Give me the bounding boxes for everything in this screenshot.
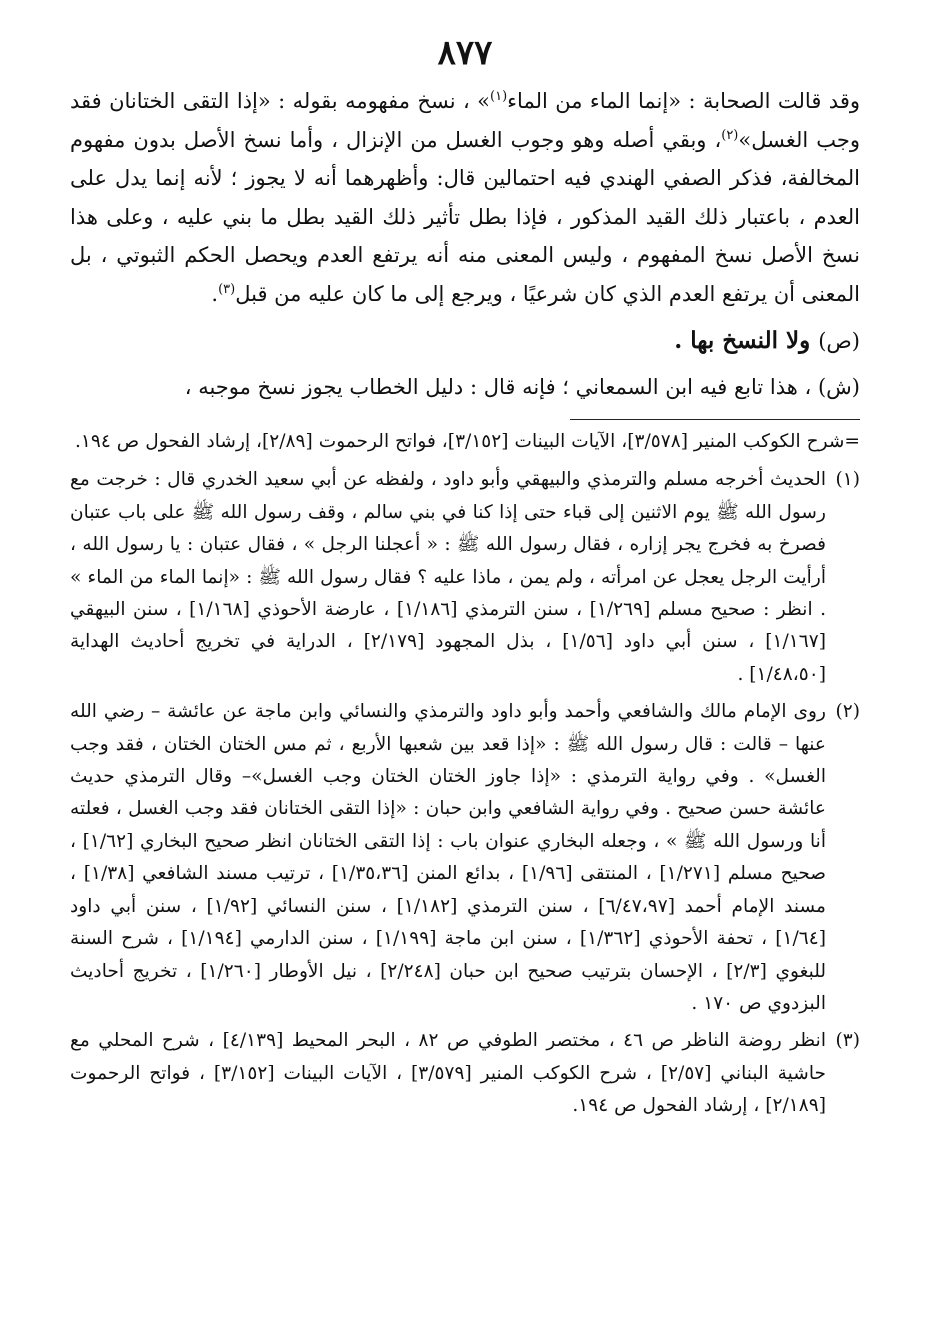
footnote-ref-1: (١) [490,89,508,104]
matn-text: ولا النسخ بها . [674,327,811,354]
footnote-ref-3: (٣) [218,281,236,297]
footnote-text: انظر روضة الناظر ص ٤٦ ، مختصر الطوفي ص ٨٢ ، البحر المحيط [٤/١٣٩] ، شرح المحلي مع حاشية البناني [٢/٥٧] ، شرح الكوكب المنير [٣/٥٧٩] ، الآيات البينات [٣/١٥٢] ، فواتح الرحموت [٢/١٨٩] ، إرشاد الفحول ص ١٩٤. [70,1030,826,1117]
matn-tag: (ص) [818,329,860,353]
footnote-marker: (٢) [835,701,860,723]
footnote-marker: (١) [835,469,860,491]
sharh-tag: (ش) [817,375,860,399]
footnote-text: روى الإمام مالك والشافعي وأحمد وأبو داود والترمذي والنسائي وابن ماجة عن عائشة – رضي الله عنها – قالت : قال رسول الله ﷺ : «إذا قعد بين شعبها الأربع ، ثم مس الختان الختان ، فقد وجب الغسل» . وفي رواية الترمذي : «إذا جاوز الختان الختان وجب الغسل»– وقال الترمذي حديث عائشة حسن صحيح . وفي رواية الشافعي وابن حبان : «إذا التقى الختانان فقد وجب الغسل ، فعلته أنا ورسول الله ﷺ » ، وجعله البخاري عنوان باب : إذا التقى الختانان انظر صحيح البخاري [١/٦٢] ، صحيح مسلم [١/٢٧١] ، المنتقى [١/٩٦] ، بدائع المنن [١/٣٥،٣٦] ، ترتيب مسند الشافعي [١/٣٨] ، مسند الإمام أحمد [٦/٤٧،٩٧] ، سنن الترمذي [١/١٨٢] ، سنن النسائي [١/٩٢] ، سنن أبي داود [١/٦٤] ، تحفة الأحوذي [١/٣٦٢] ، سنن ابن ماجة [١/١٩٩] ، سنن الدارمي [١/١٩٤] ، شرح السنة للبغوي [٢/٣] ، الإحسان بترتيب صحيح ابن حبان [٢/٢٤٨] ، نيل الأوطار [١/٢٦٠] ، تخريج أحاديث البزدوي ص ١٧٠ . [70,701,827,1014]
footnote-ref-2: (٢) [721,127,739,143]
main-paragraph [70,82,860,313]
main-text-part-3: ، وبقي أصله وهو وجوب الغسل من الإنزال ، وأما نسخ الأصل بدون مفهوم المخالفة، فذكر الصفي الهندي فيه احتمالين قال: وأظهرهما أنه لا يجوز ؛ لأنه إنما يدل على العدم ، باعتبار ذلك القيد المذكور ، فإذا بطل تأثير ذلك القيد بطل ما بني عليه ، وعلى هذا نسخ الأصل نسخ المفهوم ، وليس المعنى منه أنه يرتفع العدم ويحصل الحكم الثبوتي ، بل المعنى أن يرتفع العدم الذي كان شرعيًا ، ويرجع إلى ما كان عليه من قبل [70,127,860,306]
book-page [70,28,860,1128]
sharh-line [70,367,860,407]
footnote-3 [70,1025,860,1122]
page-number: ٨٧٧ [437,33,493,73]
main-text-part-4: . [211,281,219,306]
footnotes [70,426,860,1123]
footnote-text: الحديث أخرجه مسلم والترمذي والبيهقي وأبو داود ، ولفظه عن أبي سعيد الخدري قال : خرجت مع رسول الله ﷺ يوم الاثنين إلى قباء حتى إذا كنا في بني سالم ، وقف رسول الله ﷺ على باب عتبان فصرخ به فخرج يجر إزاره ، فقال رسول الله ﷺ : « أعجلنا الرجل » ، فقال عتبان : يا رسول الله ، أرأيت الرجل يعجل عن امرأته ، ولم يمن ، ماذا عليه ؟ فقال رسول الله ﷺ : «إنما الماء من الماء » . انظر : صحيح مسلم [١/٢٦٩] ، سنن الترمذي [١/١٨٦] ، عارضة الأحوذي [١/١٦٨] ، سنن البيهقي [١/١٦٧] ، سنن أبي داود [١/٥٦] ، بذل المجهود [٢/١٧٩] ، الدراية في تخريج أحاديث الهداية [١/٤٨،٥٠] . [70,469,827,685]
footnote-2 [70,696,860,1020]
footnote-1 [70,464,860,691]
footnote-divider [570,419,860,420]
main-text-part-2: » ، نسخ مفهومه بقوله : «إذا التقى الختانان فقد وجب الغسل» [70,89,860,152]
matn-line [70,317,860,365]
footnote-continuation: =شرح الكوكب المنير [٣/٥٧٨]، الآيات البينات [٣/١٥٢]، فواتح الرحموت [٢/٨٩]، إرشاد الفحول ص ١٩٤. [75,431,860,452]
sharh-text: ، هذا تابع فيه ابن السمعاني ؛ فإنه قال : دليل الخطاب يجوز نسخ موجبه ، [184,375,812,399]
footnote-marker: (٣) [835,1030,860,1052]
main-text-part-1: وقد قالت الصحابة : «إنما الماء من الماء [507,89,861,113]
